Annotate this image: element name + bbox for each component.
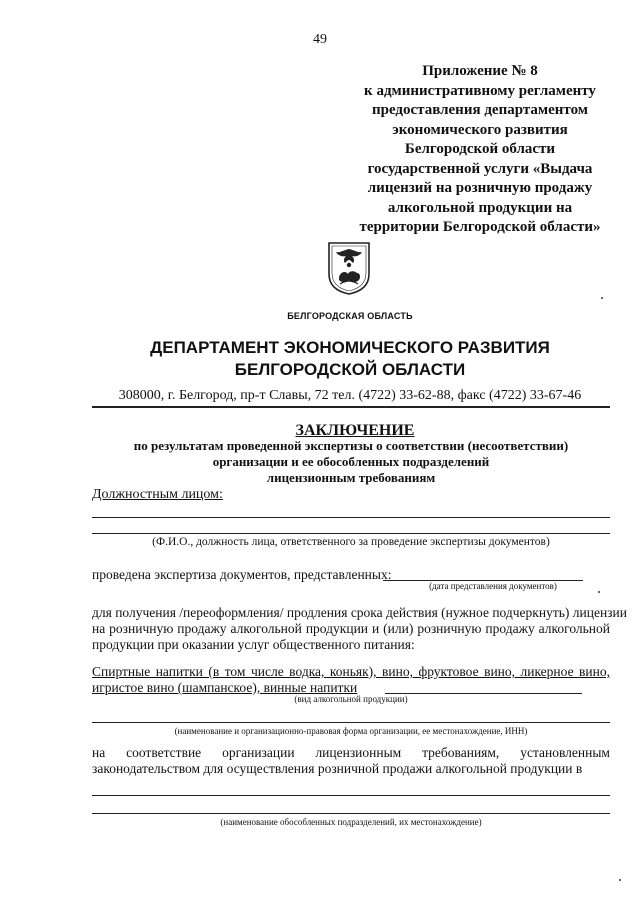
compliance-word: установленным (520, 745, 610, 760)
region-name: БЕЛГОРОДСКАЯ ОБЛАСТЬ (287, 311, 413, 321)
compliance-word: лицензионным (315, 745, 402, 760)
compliance-word: на (92, 745, 106, 760)
products-caption: (вид алкогольной продукции) (294, 694, 408, 704)
scan-speck (619, 879, 621, 881)
appendix-line: государственной услуги «Выдача (367, 160, 593, 177)
department-address: 308000, г. Белгород, пр-т Славы, 72 тел. (4722) 33-62-88, факс (4722) 33-67-46 (118, 388, 582, 403)
appendix-line: экономического развития (392, 121, 568, 138)
appendix-line: Приложение № 8 (422, 63, 538, 79)
conclusion-subtitle (92, 438, 610, 486)
appendix-line: Белгородской области (404, 141, 556, 157)
purpose-line: на розничную продажу алкогольной продукции и (или) розничную продажу алкогольной (92, 621, 610, 636)
appendix-line: территории Белгородской области» (359, 219, 601, 235)
appendix-header (330, 62, 630, 238)
scan-speck (601, 297, 603, 299)
purpose-line: продукции при оказании услуг общественного питания: (92, 637, 415, 652)
conclusion-subtitle-line: по результатам проведенной экспертизы о соответствии (несоответствии) (133, 438, 569, 453)
compliance-line: законодательством для осуществления розничной продажи алкогольной продукции в (92, 761, 583, 776)
compliance-word: требованиям, (422, 745, 500, 760)
stray-dot (598, 591, 600, 593)
date-caption: (дата представления документов) (429, 581, 557, 591)
products-line: игристое вино (шампанское), винные напитки (92, 680, 358, 695)
page-number: 49 (313, 32, 327, 47)
organization-caption: (наименование и организационно-правовая форма организации, ее местонахождение, ИНН) (174, 726, 528, 736)
branches-fill-line (92, 813, 610, 814)
conclusion-subtitle-line: лицензионным требованиям (266, 470, 436, 485)
products-line: Спиртные напитки (в том числе водка, коньяк), вино, фруктовое вино, ликерное вино, (92, 664, 610, 679)
branches-caption: (наименование обособленных подразделений, их местонахождение) (220, 817, 482, 827)
department-line: БЕЛГОРОДСКОЙ ОБЛАСТИ (234, 360, 466, 379)
expertise-label: проведена экспертиза документов, представленных: (92, 567, 392, 582)
official-fill-line (92, 517, 610, 518)
official-label: Должностным лицом: (92, 487, 223, 502)
appendix-line: алкогольной продукции на (387, 199, 573, 216)
compliance-word: соответствие (126, 745, 202, 760)
appendix-line: лицензий на розничную продажу (367, 180, 593, 196)
conclusion-title: ЗАКЛЮЧЕНИЕ (295, 422, 415, 439)
organization-fill-line (92, 722, 610, 723)
compliance-line (92, 745, 610, 761)
department-line: ДЕПАРТАМЕНТ ЭКОНОМИЧЕСКОГО РАЗВИТИЯ (150, 338, 550, 357)
appendix-line: к административному регламенту (364, 82, 596, 99)
branches-fill-line (92, 795, 610, 796)
purpose-line: для получения /переоформления/ продления срока действия (нужное подчеркнуть) лицензии (92, 605, 627, 620)
department-name (0, 337, 640, 381)
compliance-word: организации (222, 745, 295, 760)
official-fill-line (92, 533, 610, 534)
fio-caption: (Ф.И.О., должность лица, ответственного за проведение экспертизы документов) (152, 536, 550, 548)
conclusion-subtitle-line: организации и ее обособленных подразделений (212, 454, 490, 469)
appendix-line: предоставления департаментом (371, 102, 589, 118)
coat-of-arms-icon (326, 240, 372, 296)
letterhead-divider (92, 406, 610, 408)
